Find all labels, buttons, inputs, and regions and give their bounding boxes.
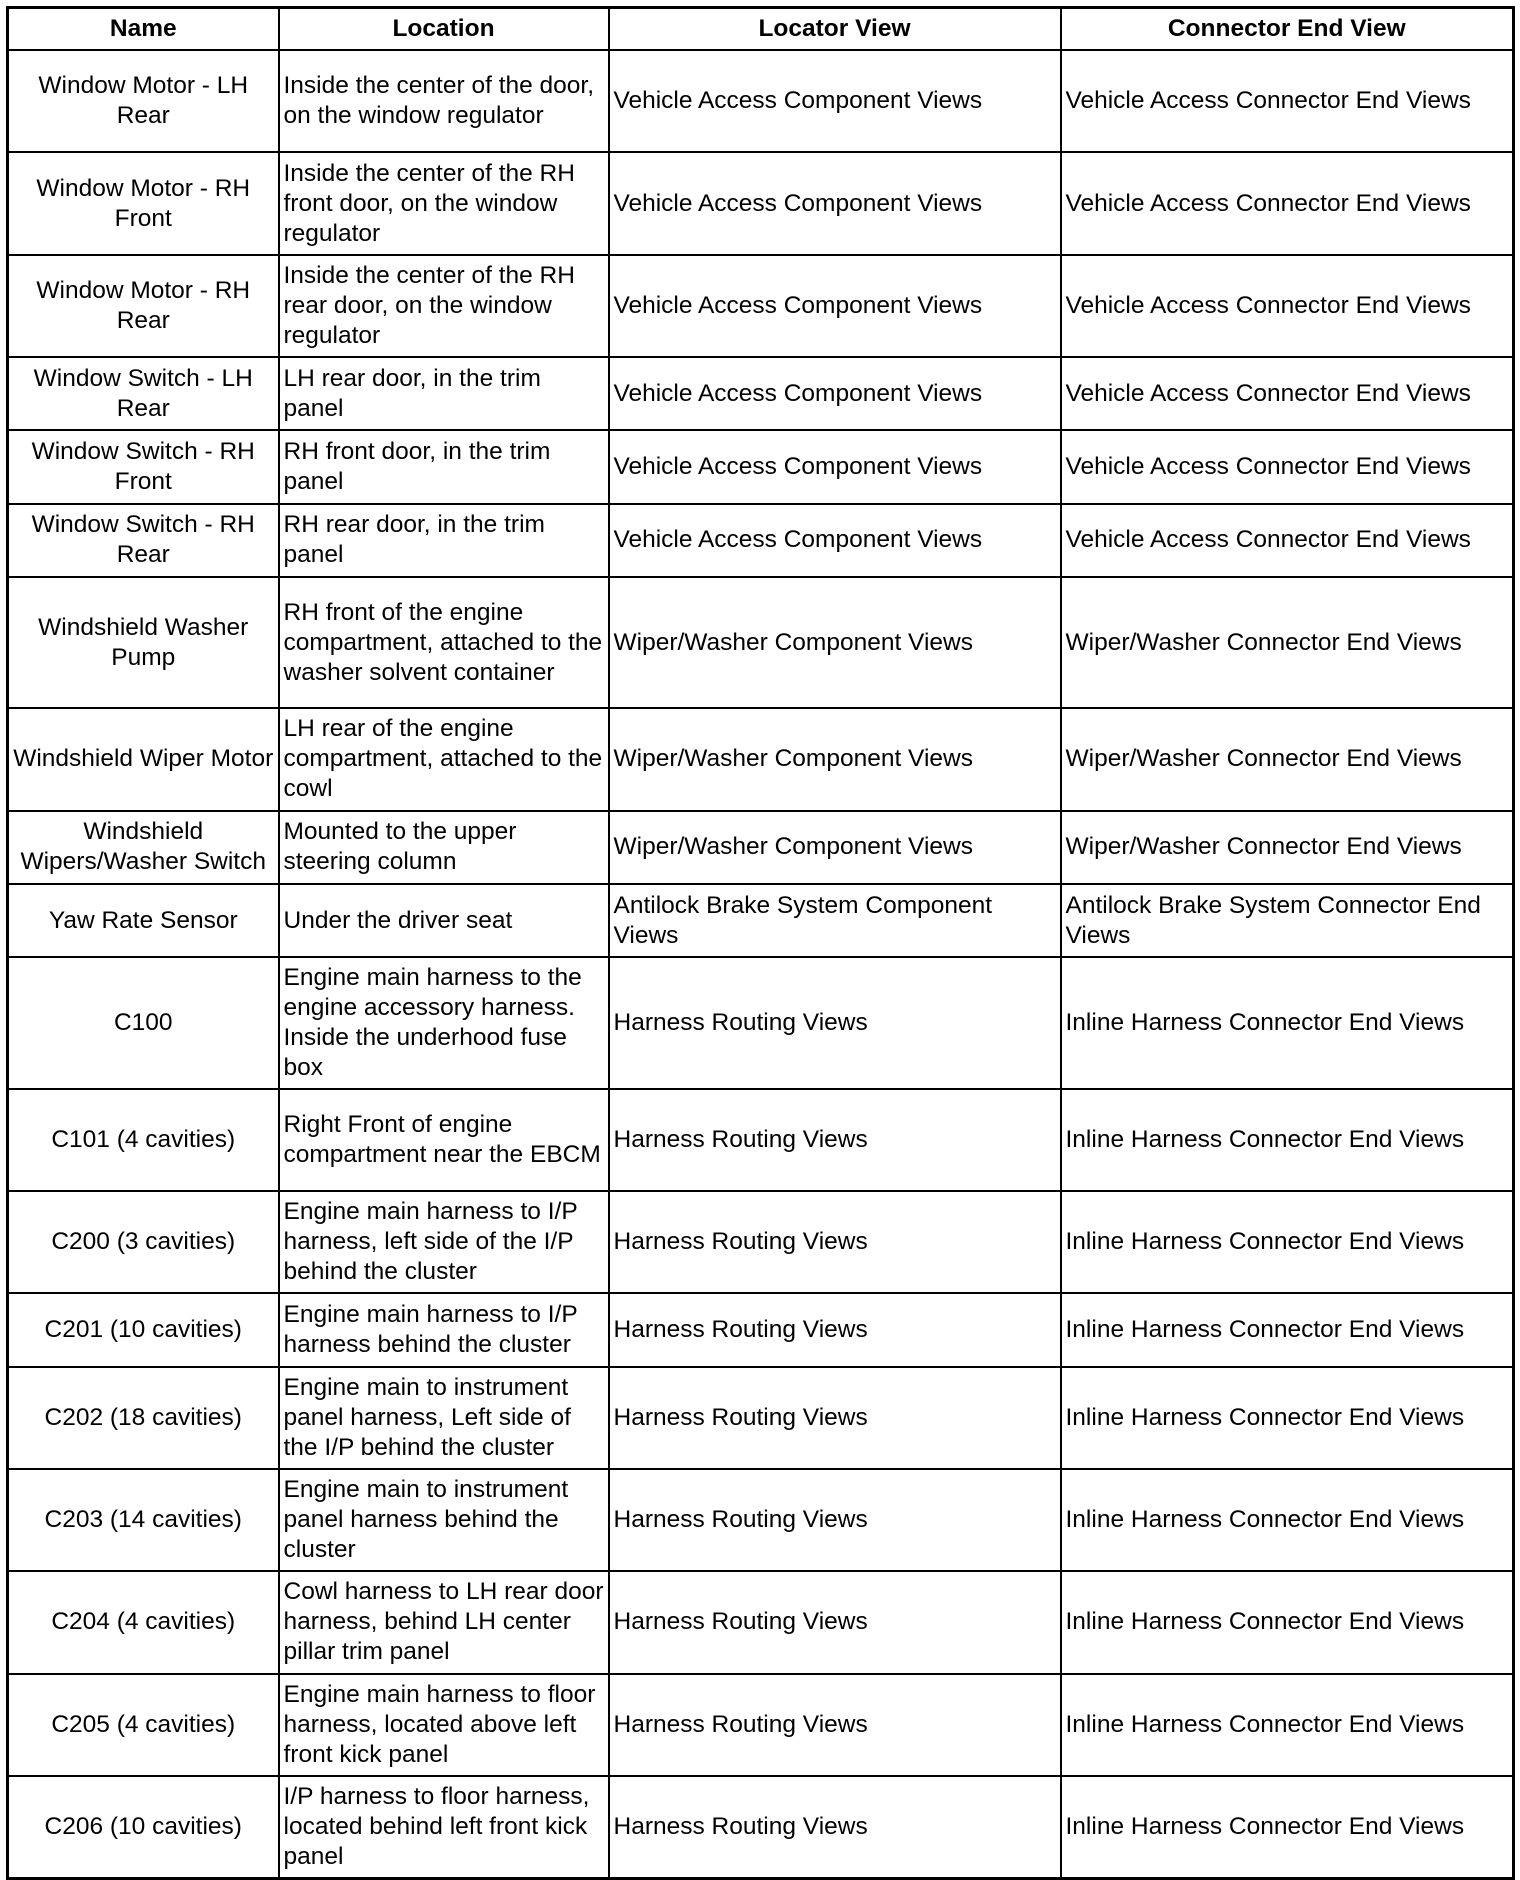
table-row [8, 884, 1514, 957]
row-name-cell: C200 (3 cavities) [8, 1191, 279, 1293]
table-row [8, 1776, 1514, 1879]
header-row [8, 8, 1514, 51]
row-connector-end-view-link[interactable]: Inline Harness Connector End Views [1061, 1776, 1514, 1879]
table-row [8, 957, 1514, 1088]
table-row [8, 811, 1514, 884]
table-row [8, 1469, 1514, 1571]
row-connector-end-view-link[interactable]: Wiper/Washer Connector End Views [1061, 811, 1514, 884]
row-locator-view-link[interactable]: Harness Routing Views [609, 1776, 1061, 1879]
row-connector-end-view-link[interactable]: Wiper/Washer Connector End Views [1061, 577, 1514, 708]
row-connector-end-view-link[interactable]: Vehicle Access Connector End Views [1061, 255, 1514, 357]
row-locator-view-link[interactable]: Antilock Brake System Component Views [609, 884, 1061, 957]
header-locator-view: Locator View [609, 8, 1061, 51]
row-locator-view-link[interactable]: Vehicle Access Component Views [609, 152, 1061, 254]
row-name-cell: Windshield Wiper Motor [8, 708, 279, 810]
table-row [8, 152, 1514, 254]
table-row [8, 1367, 1514, 1469]
row-name-cell: Window Motor - RH Front [8, 152, 279, 254]
row-locator-view-link[interactable]: Harness Routing Views [609, 1469, 1061, 1571]
row-connector-end-view-link[interactable]: Inline Harness Connector End Views [1061, 1571, 1514, 1673]
row-location-cell: LH rear door, in the trim panel [279, 357, 609, 430]
table-row [8, 708, 1514, 810]
table-row [8, 1089, 1514, 1191]
row-locator-view-link[interactable]: Harness Routing Views [609, 957, 1061, 1088]
row-name-cell: Window Switch - RH Rear [8, 504, 279, 577]
row-locator-view-link[interactable]: Harness Routing Views [609, 1571, 1061, 1673]
row-connector-end-view-link[interactable]: Inline Harness Connector End Views [1061, 1089, 1514, 1191]
row-locator-view-link[interactable]: Wiper/Washer Component Views [609, 811, 1061, 884]
table-row [8, 577, 1514, 708]
row-connector-end-view-link[interactable]: Inline Harness Connector End Views [1061, 1367, 1514, 1469]
table-row [8, 255, 1514, 357]
row-location-cell: Cowl harness to LH rear door harness, behind LH center pillar trim panel [279, 1571, 609, 1673]
row-connector-end-view-link[interactable]: Vehicle Access Connector End Views [1061, 152, 1514, 254]
row-name-cell: C202 (18 cavities) [8, 1367, 279, 1469]
row-locator-view-link[interactable]: Harness Routing Views [609, 1367, 1061, 1469]
row-connector-end-view-link[interactable]: Inline Harness Connector End Views [1061, 1293, 1514, 1366]
row-locator-view-link[interactable]: Harness Routing Views [609, 1293, 1061, 1366]
header-location: Location [279, 8, 609, 51]
row-location-cell: Under the driver seat [279, 884, 609, 957]
row-name-cell: Window Motor - RH Rear [8, 255, 279, 357]
row-location-cell: Engine main harness to floor harness, located above left front kick panel [279, 1674, 609, 1776]
row-location-cell: RH rear door, in the trim panel [279, 504, 609, 577]
row-locator-view-link[interactable]: Vehicle Access Component Views [609, 255, 1061, 357]
row-connector-end-view-link[interactable]: Vehicle Access Connector End Views [1061, 504, 1514, 577]
row-locator-view-link[interactable]: Wiper/Washer Component Views [609, 577, 1061, 708]
row-connector-end-view-link[interactable]: Antilock Brake System Connector End Views [1061, 884, 1514, 957]
row-locator-view-link[interactable]: Vehicle Access Component Views [609, 504, 1061, 577]
row-name-cell: Yaw Rate Sensor [8, 884, 279, 957]
row-location-cell: Right Front of engine compartment near the EBCM [279, 1089, 609, 1191]
row-name-cell: C201 (10 cavities) [8, 1293, 279, 1366]
row-name-cell: Window Switch - RH Front [8, 430, 279, 503]
row-name-cell: C205 (4 cavities) [8, 1674, 279, 1776]
row-connector-end-view-link[interactable]: Vehicle Access Connector End Views [1061, 430, 1514, 503]
table-row [8, 1571, 1514, 1673]
table-body [8, 50, 1514, 1879]
row-locator-view-link[interactable]: Vehicle Access Component Views [609, 50, 1061, 152]
row-connector-end-view-link[interactable]: Inline Harness Connector End Views [1061, 1674, 1514, 1776]
row-locator-view-link[interactable]: Harness Routing Views [609, 1089, 1061, 1191]
row-location-cell: Engine main to instrument panel harness, Left side of the I/P behind the cluster [279, 1367, 609, 1469]
row-locator-view-link[interactable]: Vehicle Access Component Views [609, 357, 1061, 430]
row-location-cell: Inside the center of the RH front door, on the window regulator [279, 152, 609, 254]
row-location-cell: LH rear of the engine compartment, attached to the cowl [279, 708, 609, 810]
row-name-cell: Window Switch - LH Rear [8, 357, 279, 430]
table-row [8, 1674, 1514, 1776]
row-name-cell: C100 [8, 957, 279, 1088]
row-location-cell: RH front door, in the trim panel [279, 430, 609, 503]
header-connector-end-view: Connector End View [1061, 8, 1514, 51]
row-connector-end-view-link[interactable]: Vehicle Access Connector End Views [1061, 357, 1514, 430]
row-name-cell: Windshield Washer Pump [8, 577, 279, 708]
row-location-cell: Inside the center of the RH rear door, on the window regulator [279, 255, 609, 357]
row-name-cell: Windshield Wipers/Washer Switch [8, 811, 279, 884]
table-row [8, 1293, 1514, 1366]
table-row [8, 504, 1514, 577]
row-location-cell: Inside the center of the door, on the window regulator [279, 50, 609, 152]
table-row [8, 50, 1514, 152]
row-name-cell: C101 (4 cavities) [8, 1089, 279, 1191]
row-location-cell: Engine main to instrument panel harness behind the cluster [279, 1469, 609, 1571]
row-name-cell: C206 (10 cavities) [8, 1776, 279, 1879]
row-name-cell: C204 (4 cavities) [8, 1571, 279, 1673]
row-locator-view-link[interactable]: Vehicle Access Component Views [609, 430, 1061, 503]
table-row [8, 430, 1514, 503]
row-location-cell: I/P harness to floor harness, located behind left front kick panel [279, 1776, 609, 1879]
row-location-cell: Engine main harness to the engine accessory harness. Inside the underhood fuse box [279, 957, 609, 1088]
row-locator-view-link[interactable]: Harness Routing Views [609, 1191, 1061, 1293]
row-connector-end-view-link[interactable]: Vehicle Access Connector End Views [1061, 50, 1514, 152]
table-row [8, 1191, 1514, 1293]
row-connector-end-view-link[interactable]: Inline Harness Connector End Views [1061, 1469, 1514, 1571]
row-locator-view-link[interactable]: Wiper/Washer Component Views [609, 708, 1061, 810]
component-locator-table [6, 6, 1515, 1880]
row-connector-end-view-link[interactable]: Inline Harness Connector End Views [1061, 1191, 1514, 1293]
row-location-cell: Mounted to the upper steering column [279, 811, 609, 884]
header-name: Name [8, 8, 279, 51]
row-location-cell: Engine main harness to I/P harness, left side of the I/P behind the cluster [279, 1191, 609, 1293]
row-location-cell: RH front of the engine compartment, attached to the washer solvent container [279, 577, 609, 708]
table-row [8, 357, 1514, 430]
row-locator-view-link[interactable]: Harness Routing Views [609, 1674, 1061, 1776]
row-location-cell: Engine main harness to I/P harness behind the cluster [279, 1293, 609, 1366]
row-connector-end-view-link[interactable]: Wiper/Washer Connector End Views [1061, 708, 1514, 810]
row-connector-end-view-link[interactable]: Inline Harness Connector End Views [1061, 957, 1514, 1088]
row-name-cell: C203 (14 cavities) [8, 1469, 279, 1571]
row-name-cell: Window Motor - LH Rear [8, 50, 279, 152]
